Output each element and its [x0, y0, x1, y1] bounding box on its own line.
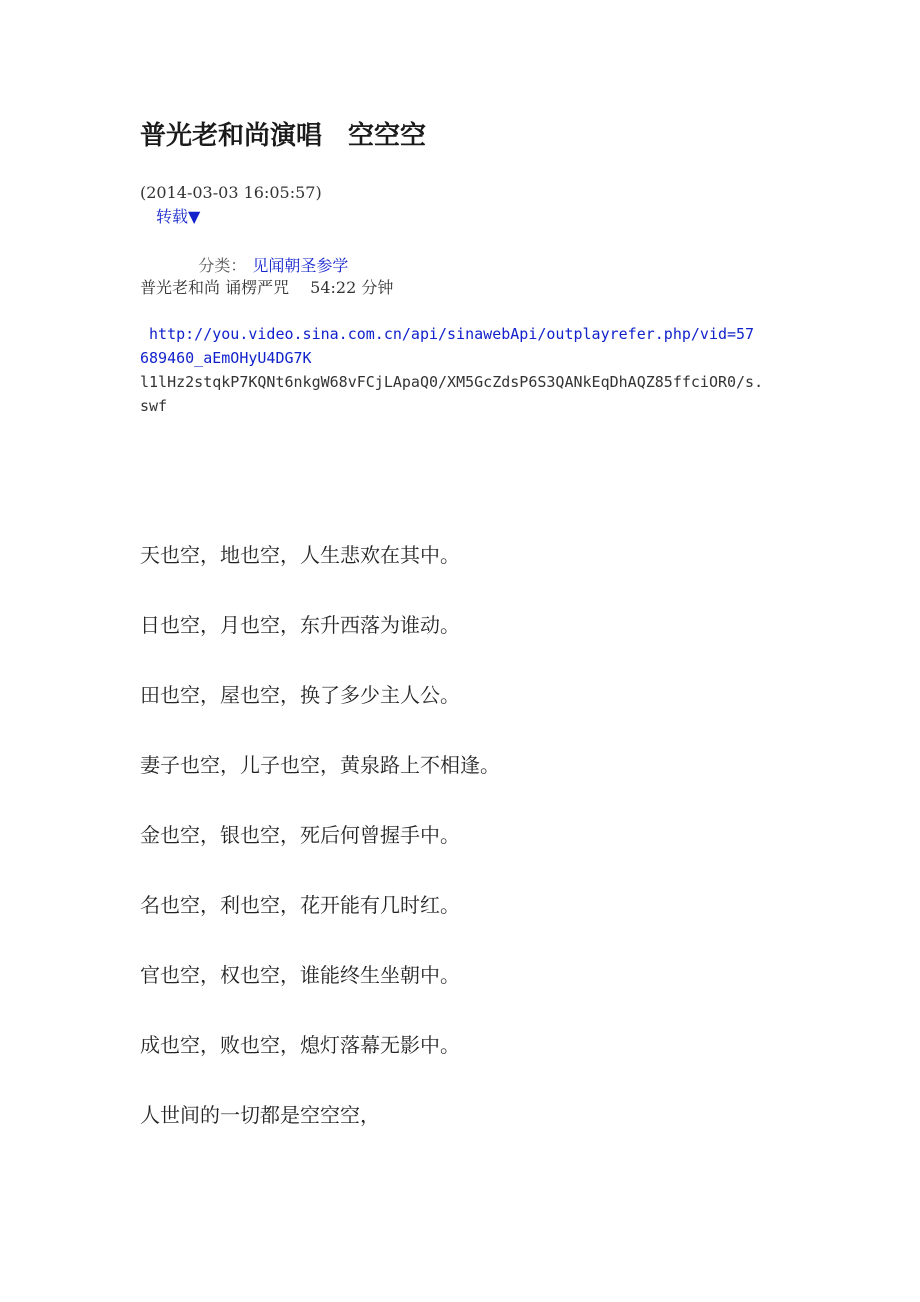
verse-line: 金也空，银也空，死后何曾握手中。 [140, 823, 460, 847]
verse-line: 人世间的一切都是空空空， [140, 1103, 380, 1127]
verse-line: 名也空，利也空，花开能有几时红。 [140, 893, 460, 917]
category-link[interactable]: 见闻朝圣参学 [252, 256, 349, 275]
verse-line: 日也空，月也空，东升西落为谁动。 [140, 613, 460, 637]
post-timestamp: (2014-03-03 16:05:57) [140, 183, 322, 202]
verse-line: 妻子也空，儿子也空，黄泉路上不相逢。 [140, 753, 500, 777]
video-url-text-line-3: l1lHz2stqkP7KQNt6nkgW68vFCjLApaQ0/XM5GcZdsP6S3QANkEqDhAQZ85ffciOR0/s. [140, 373, 764, 391]
verse-line: 天也空，地也空，人生悲欢在其中。 [140, 543, 460, 567]
video-url-text-line-4: swf [140, 397, 168, 415]
verse-line: 官也空，权也空，谁能终生坐朝中。 [140, 963, 460, 987]
category-label: 分类： [198, 256, 247, 275]
verse-line: 成也空，败也空，熄灯落幕无影中。 [140, 1033, 460, 1057]
verse-list [140, 537, 500, 1167]
article-title: 普光老和尚演唱 空空空 [140, 121, 427, 151]
video-intro: 普光老和尚 诵楞严咒 54:22 分钟 [140, 278, 394, 297]
repost-dropdown[interactable]: 转载▼ [156, 207, 201, 226]
video-url-link-line-1[interactable]: http://you.video.sina.com.cn/api/sinawebApi/outplayrefer.php/vid=57 [140, 325, 755, 343]
verse-line: 田也空，屋也空，换了多少主人公。 [140, 683, 460, 707]
video-url-link-line-2[interactable]: 689460_aEmOHyU4DG7K [140, 349, 312, 367]
video-url-block [140, 322, 790, 418]
